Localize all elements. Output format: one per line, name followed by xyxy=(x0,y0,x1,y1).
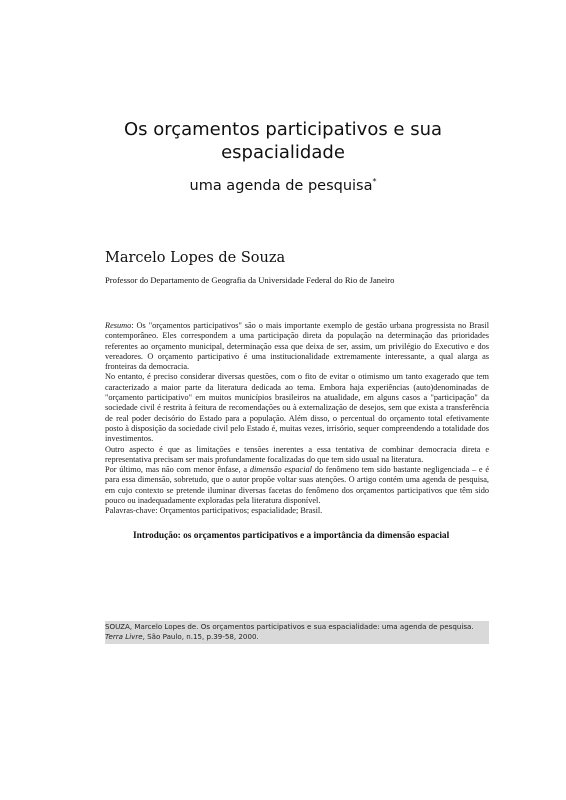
abstract-paragraph-2: No entanto, é preciso considerar diversas questões, com o fito de evitar o otimismo um tanto exagerado que tem caracterizado a maior parte da literatura dedicada ao tema. Embora haja experiências (auto)denominadas de "orçamento participativo" em muitos municípios brasileiros na atualidade, em alguns casos a "participação" da sociedade civil é restrita à feitura de recomendações ou à externalização de desejos, sem que exista a transferência de real poder decisório do Estado para a população. Além disso, o percentual do orçamento total efetivamente posto à disposição da sociedade civil pelo Estado é, muitas vezes, irrisório, sequer compreendendo a totalidade dos investimentos. xyxy=(105,372,489,444)
abstract-paragraph-3: Outro aspecto é que as limitações e tensões inerentes a essa tentativa de combinar democracia direta e representativa precisam ser mais profundamente focalizadas do que tem sido usual na literatura. xyxy=(105,444,489,464)
abstract-p4-italic: dimensão espacial xyxy=(249,465,312,475)
abstract-label: Resumo xyxy=(105,321,132,330)
author-affiliation: Professor do Departamento de Geografia da Universidade Federal do Rio de Janeiro xyxy=(105,275,395,285)
citation-after: , São Paulo, n.15, p.39-58, 2000. xyxy=(142,632,259,641)
abstract-p4-before: Por último, mas não com menor ênfase, a xyxy=(105,465,250,475)
citation-box xyxy=(105,621,489,644)
abstract-paragraph-1 xyxy=(105,321,489,372)
section-heading-introduction: Introdução: os orçamentos participativos e a importância da dimensão espacial xyxy=(133,531,450,541)
paper-title-line-2: espacialidade xyxy=(221,142,345,163)
subtitle-text: uma agenda de pesquisa xyxy=(189,178,373,194)
abstract-p1-text: : Os "orçamentos participativos" são o mais importante exemplo de gestão urbana progressista no Brasil contemporâneo. Eles correspondem a uma participação direta da população na determinação das prioridades referentes ao orçamento municipal, determinação essa que deixa de ser, assim, um privilégio do Executivo e dos vereadores. O orçamento participativo é uma institucionalidade extremamente interessante, a qual alarga as fronteiras da democracia. xyxy=(105,321,489,372)
abstract-paragraph-4 xyxy=(105,465,489,506)
citation-before: SOUZA, Marcelo Lopes de. Os orçamentos participativos e sua espacialidade: uma agenda de pesquisa. xyxy=(105,622,474,631)
abstract xyxy=(105,321,489,517)
citation-journal: Terra Livre xyxy=(105,632,143,641)
author-name: Marcelo Lopes de Souza xyxy=(105,250,286,266)
abstract-p4-after: do fenômeno tem sido bastante negligenciada – e é para essa dimensão, sobretudo, que o autor propõe voltar suas atenções. O artigo contém uma agenda de pesquisa, em cujo contexto se pretende iluminar diversas facetas do fenômeno dos orçamentos participativos que têm sido pouco ou inadequadamente exploradas pela literatura disponível. xyxy=(105,465,490,506)
keywords: Palavras-chave: Orçamentos participativos; espacialidade; Brasil. xyxy=(105,506,323,516)
paper-title-line-1: Os orçamentos participativos e sua xyxy=(123,119,443,140)
footnote-mark: * xyxy=(372,177,377,186)
paper-subtitle xyxy=(60,172,506,196)
